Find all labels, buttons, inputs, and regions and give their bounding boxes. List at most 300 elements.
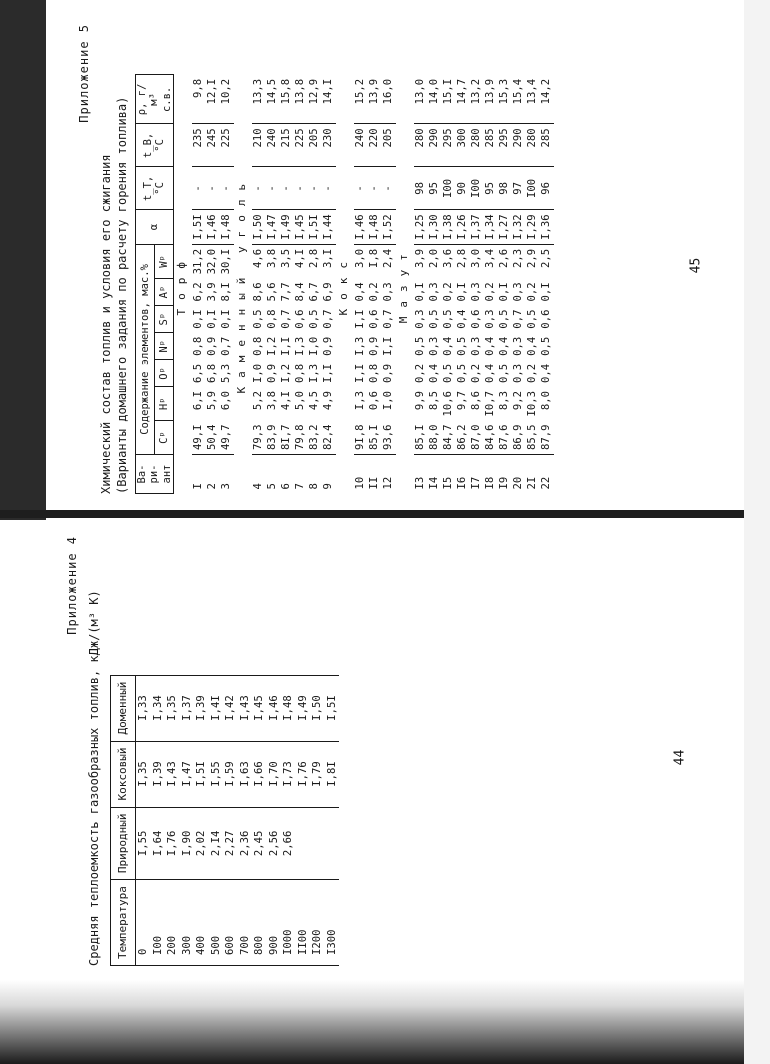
table-cell: 600 — [223, 880, 238, 966]
table-cell: 12,I — [206, 75, 220, 124]
table-cell: 0,6 — [368, 309, 381, 329]
table-row — [484, 75, 498, 494]
table-cell: I,50 — [252, 210, 266, 245]
table-cell: 8,I — [220, 282, 233, 302]
table-cell: 95 — [484, 167, 498, 210]
fuel-composition-table — [135, 74, 553, 494]
table-row — [151, 675, 166, 965]
table-cell: I,45 — [252, 675, 267, 741]
table-cell: I0,7 — [484, 390, 497, 417]
col-header-coke: Коксовый — [110, 741, 136, 807]
table-cell — [310, 807, 325, 880]
table-cell: I,52 — [382, 210, 396, 245]
table-cell: 0,I — [498, 282, 511, 302]
table-cell: 280 — [526, 124, 540, 167]
table-cell: 22 — [540, 476, 553, 490]
table-cell: 0,2 — [470, 363, 483, 383]
table-cell: I,55 — [136, 807, 151, 880]
table-cell: 2,27 — [223, 807, 238, 880]
table-cell: I,8 — [368, 248, 381, 269]
table-cell: 9I,8 — [354, 420, 368, 454]
table-cell: 225 — [220, 124, 234, 167]
table-cell: 0,2 — [526, 363, 539, 383]
table-cell: I,63 — [238, 741, 253, 807]
table-cell: 3,9 — [414, 248, 427, 269]
table-cell: I,76 — [165, 807, 180, 880]
table-cell: 0,8 — [368, 363, 381, 383]
table-cell: 14,5 — [266, 75, 280, 124]
table-row — [526, 75, 540, 494]
table-cell: 3,8 — [266, 390, 279, 411]
table-row — [192, 75, 206, 494]
table-cell: I,8I — [325, 741, 340, 807]
table-cell: I00 — [442, 167, 456, 210]
table-cell: - — [322, 167, 336, 210]
appendix-4-title: Средняя теплоемкость газообразных топлив, кДж/(м³ К) — [86, 590, 101, 966]
table-cell: 5,2 — [252, 390, 265, 411]
table-cell: 3 — [220, 483, 233, 490]
table-cell: 0,5 — [540, 336, 553, 356]
col-header-h: Hᵖ — [154, 387, 173, 421]
table-cell: 0,3 — [470, 336, 483, 356]
table-cell: I,2 — [280, 363, 293, 383]
table-cell: 87,0 — [470, 420, 484, 454]
table-cell: 0,3 — [382, 282, 395, 302]
table-cell: 290 — [428, 124, 442, 167]
table-cell: 0,4 — [540, 363, 553, 383]
table-cell: 5 — [266, 483, 279, 490]
col-header-t-air: t_B, °C — [136, 124, 173, 167]
appendix-5-label: Приложение 5 — [77, 24, 91, 123]
table-cell: 8,0 — [540, 390, 553, 411]
table-cell: I200 — [310, 880, 325, 966]
table-cell: 240 — [266, 124, 280, 167]
table-cell: - — [308, 167, 322, 210]
table-cell: 0,5 — [498, 309, 511, 329]
table-cell: 32,0 — [206, 248, 219, 275]
table-cell: 0,3 — [484, 309, 497, 329]
table-cell: 0,8 — [266, 309, 279, 329]
table-cell: I7 — [470, 476, 483, 490]
table-cell: I,46 — [267, 675, 282, 741]
table-cell: I,38 — [442, 210, 456, 245]
table-cell: 8,4 — [294, 282, 307, 302]
table-cell: I,5I — [194, 741, 209, 807]
table-cell: 0,3 — [512, 336, 525, 356]
table-cell: 15,4 — [512, 75, 526, 124]
table-cell: 13,3 — [252, 75, 266, 124]
table-cell: 6,2 — [192, 282, 205, 302]
table-cell: 280 — [414, 124, 428, 167]
table-cell: 6 — [280, 483, 293, 490]
table-cell: 230 — [322, 124, 336, 167]
table-cell: 0,5 — [456, 363, 469, 383]
table-cell: II00 — [296, 880, 311, 966]
table-cell: 4 — [252, 483, 265, 490]
table-cell: 88,0 — [428, 420, 442, 454]
table-cell: 300 — [456, 124, 470, 167]
col-header-density: ρ, г/м³ с.в. — [136, 75, 173, 124]
table-cell: 2,36 — [238, 807, 253, 880]
table-cell: 5,6 — [266, 282, 279, 302]
table-cell: - — [368, 167, 382, 210]
table-cell: 0,8 — [192, 336, 205, 356]
table-cell: 0,5 — [498, 363, 511, 383]
table-cell: I,34 — [151, 675, 166, 741]
table-cell: 85,I — [368, 420, 382, 454]
table-cell: - — [206, 167, 220, 210]
table-cell: 0,3 — [414, 309, 427, 329]
table-cell: 900 — [267, 880, 282, 966]
table-cell: 15,3 — [498, 75, 512, 124]
table-cell: 0,4 — [428, 363, 441, 383]
table-cell: I,49 — [296, 675, 311, 741]
fuel-group-label: Торф — [175, 252, 189, 316]
table-cell: 49,7 — [220, 420, 234, 454]
table-cell: I,49 — [280, 210, 294, 245]
table-row — [267, 675, 282, 965]
table-cell: I6 — [456, 476, 469, 490]
table-cell: I,76 — [296, 741, 311, 807]
table-row — [209, 675, 224, 965]
table-cell: 0,6 — [368, 390, 381, 411]
table-cell: 0,2 — [484, 282, 497, 302]
table-cell: I,I — [322, 363, 335, 383]
table-cell: 16,0 — [382, 75, 396, 124]
table-cell: I00 — [151, 880, 166, 966]
table-cell: 6,5 — [192, 363, 205, 383]
table-cell: 15,2 — [354, 75, 368, 124]
table-cell: I,32 — [512, 210, 526, 245]
scan-page-fold-line — [0, 510, 770, 518]
table-cell: 0,6 — [470, 309, 483, 329]
table-cell: 0,8 — [294, 363, 307, 383]
table-cell: 2,02 — [194, 807, 209, 880]
table-cell: I,I — [354, 309, 367, 329]
table-cell: - — [354, 167, 368, 210]
table-row — [382, 75, 396, 494]
table-cell: 0,6 — [540, 309, 553, 329]
table-cell: I,47 — [180, 741, 195, 807]
table-cell: 7 — [294, 483, 307, 490]
table-row — [354, 75, 368, 494]
table-cell: I,3 — [294, 336, 307, 356]
table-cell: 9,8 — [192, 75, 206, 124]
table-cell: 84,6 — [484, 420, 498, 454]
table-cell: I,3 — [354, 336, 367, 356]
table-cell: 8,6 — [252, 282, 265, 302]
table-cell: 49,I — [192, 420, 206, 454]
table-cell: 4,I — [294, 248, 307, 269]
table-cell: 5,0 — [294, 390, 307, 411]
table-cell: I,I — [382, 336, 395, 356]
table-cell: 2,4 — [382, 248, 395, 269]
table-cell: I,39 — [151, 741, 166, 807]
table-cell: 8,6 — [470, 390, 483, 411]
table-cell: I,I — [354, 363, 367, 383]
table-row — [308, 75, 322, 494]
table-cell: 9,2 — [512, 390, 525, 411]
table-cell: I,66 — [252, 741, 267, 807]
table-cell: I,45 — [294, 210, 308, 245]
table-cell: I,36 — [540, 210, 554, 245]
table-cell: 2,8 — [456, 248, 469, 269]
table-cell: I,3 — [354, 390, 367, 411]
table-row — [294, 75, 308, 494]
table-cell: I,59 — [223, 741, 238, 807]
table-cell: I,2 — [266, 336, 279, 356]
table-cell: 93,6 — [382, 420, 396, 454]
table-cell: 0,4 — [498, 336, 511, 356]
table-cell: 83,9 — [266, 420, 280, 454]
col-header-natural: Природный — [110, 807, 136, 880]
table-cell: 2,5 — [540, 248, 553, 269]
table-row — [252, 675, 267, 965]
table-cell: 6,I — [192, 390, 205, 411]
table-cell: 2,8 — [308, 248, 321, 269]
appendix-4-label: Приложение 4 — [65, 536, 79, 635]
table-cell: 2,45 — [252, 807, 267, 880]
table-cell: I3 — [414, 476, 427, 490]
appendix-5-subtitle: (Варианты домашнего задания по расчету горения топлива) — [114, 96, 129, 494]
table-cell: 0,3 — [512, 282, 525, 302]
table-cell: 0,5 — [526, 309, 539, 329]
group-row — [336, 75, 354, 494]
table-row — [368, 75, 382, 494]
table-row — [296, 675, 311, 965]
table-cell: 9 — [322, 483, 335, 490]
table-cell: 0,I — [456, 282, 469, 302]
table-row — [238, 675, 253, 965]
table-cell: 300 — [180, 880, 195, 966]
table-cell: 14,0 — [428, 75, 442, 124]
table-cell: 84,7 — [442, 420, 456, 454]
table-cell: 700 — [238, 880, 253, 966]
table-cell: 0,I — [206, 309, 219, 329]
table-cell: 0,3 — [512, 363, 525, 383]
table-cell: 8 — [308, 483, 321, 490]
table-cell: - — [382, 167, 396, 210]
table-cell: 0,7 — [382, 309, 395, 329]
table-cell: - — [280, 167, 294, 210]
heat-capacity-table — [110, 675, 340, 966]
group-row — [173, 75, 192, 494]
table-cell: I,37 — [180, 675, 195, 741]
col-header-w: Wᵖ — [154, 244, 173, 278]
table-cell: 13,4 — [526, 75, 540, 124]
table-cell: I,50 — [310, 675, 325, 741]
table-cell: 6,0 — [220, 390, 233, 411]
fuel-composition-body — [173, 75, 554, 494]
table-cell: 2,9 — [526, 248, 539, 269]
table-cell: 2,0 — [428, 248, 441, 269]
table-row — [414, 75, 428, 494]
table-cell: 225 — [294, 124, 308, 167]
table-cell: 500 — [209, 880, 224, 966]
table-cell: 0,7 — [512, 309, 525, 329]
table-cell: I,35 — [165, 675, 180, 741]
table-cell: 13,9 — [368, 75, 382, 124]
table-row — [470, 75, 484, 494]
table-row — [428, 75, 442, 494]
table-cell: 4,5 — [308, 390, 321, 411]
table-cell: I,39 — [194, 675, 209, 741]
table-cell: 0,9 — [382, 363, 395, 383]
table-cell: I,26 — [456, 210, 470, 245]
table-cell: I8 — [484, 476, 497, 490]
table-cell: I,43 — [238, 675, 253, 741]
table-cell: 95 — [428, 167, 442, 210]
table-cell: I,33 — [136, 675, 151, 741]
table-cell: 220 — [368, 124, 382, 167]
table-cell: I,0 — [252, 363, 265, 383]
table-cell: 0,4 — [442, 336, 455, 356]
table-cell: 0,4 — [456, 309, 469, 329]
table-cell: 400 — [194, 880, 209, 966]
table-cell: I,55 — [209, 741, 224, 807]
table-cell: I,34 — [484, 210, 498, 245]
table-cell: 0,6 — [294, 309, 307, 329]
table-cell: 205 — [308, 124, 322, 167]
col-header-variant: Ва-ри-ант — [136, 455, 173, 494]
table-header-row — [136, 75, 155, 494]
col-header-n: Nᵖ — [154, 333, 173, 360]
table-cell: 85,I — [414, 420, 428, 454]
col-header-composition: Содержание элементов, мас.% — [136, 244, 155, 454]
table-cell: 2,3 — [512, 248, 525, 269]
table-cell: 280 — [470, 124, 484, 167]
table-cell: I,90 — [180, 807, 195, 880]
table-cell: I,48 — [220, 210, 234, 245]
table-cell: 79,8 — [294, 420, 308, 454]
table-cell: 0,2 — [414, 363, 427, 383]
table-cell: 295 — [442, 124, 456, 167]
table-cell: 0,2 — [442, 282, 455, 302]
table-cell: 50,4 — [206, 420, 220, 454]
table-row — [498, 75, 512, 494]
table-cell: 800 — [252, 880, 267, 966]
table-row — [456, 75, 470, 494]
table-cell: 13,2 — [470, 75, 484, 124]
table-cell: 96 — [540, 167, 554, 210]
table-cell: 6,9 — [322, 282, 335, 302]
table-cell: 2,66 — [281, 807, 296, 880]
table-cell: 0,5 — [428, 309, 441, 329]
table-cell: 285 — [484, 124, 498, 167]
group-row — [396, 75, 414, 494]
table-cell: I,70 — [267, 741, 282, 807]
table-cell: 10,2 — [220, 75, 234, 124]
table-cell: 3,8 — [266, 248, 279, 269]
table-cell: 3,9 — [206, 282, 219, 302]
table-cell: - — [220, 167, 234, 210]
table-cell: I,3 — [308, 363, 321, 383]
table-row — [281, 675, 296, 965]
col-header-a: Aᵖ — [154, 278, 173, 305]
table-cell: I,35 — [136, 741, 151, 807]
table-row — [442, 75, 456, 494]
table-cell: 0,9 — [206, 336, 219, 356]
table-cell: 0,5 — [414, 336, 427, 356]
col-header-c: Cᵖ — [154, 420, 173, 454]
table-cell: I,30 — [428, 210, 442, 245]
table-cell: 0,7 — [220, 336, 233, 356]
table-cell: I0,3 — [526, 390, 539, 417]
table-cell: 3,4 — [484, 248, 497, 269]
table-cell: 8I,7 — [280, 420, 294, 454]
table-row — [512, 75, 526, 494]
table-cell: I,46 — [354, 210, 368, 245]
table-cell: 0,2 — [526, 282, 539, 302]
col-header-blast: Доменный — [110, 675, 136, 741]
col-header-alpha: α — [136, 210, 173, 245]
table-cell: 0,9 — [322, 336, 335, 356]
table-cell: 12 — [382, 476, 395, 490]
table-cell: 0,7 — [280, 309, 293, 329]
table-row — [310, 675, 325, 965]
table-cell: 215 — [280, 124, 294, 167]
table-cell: 0,4 — [354, 282, 367, 302]
table-cell: I,I — [280, 336, 293, 356]
table-cell: 0,I — [192, 309, 205, 329]
table-row — [223, 675, 238, 965]
table-cell: I — [192, 483, 205, 490]
col-header-s: Sᵖ — [154, 306, 173, 333]
table-cell: 0,I — [220, 309, 233, 329]
table-cell: I4 — [428, 476, 441, 490]
col-header-t-fuel: t_T, °C — [136, 167, 173, 210]
table-cell: I00 — [526, 167, 540, 210]
table-cell: 20 — [512, 476, 525, 490]
table-cell: 235 — [192, 124, 206, 167]
table-cell — [325, 807, 340, 880]
table-cell: I,73 — [281, 741, 296, 807]
table-cell: 0,3 — [428, 282, 441, 302]
table-cell: - — [252, 167, 266, 210]
table-cell: 90 — [456, 167, 470, 210]
table-cell: 4,9 — [322, 390, 335, 411]
table-cell: 205 — [382, 124, 396, 167]
table-cell: 0,5 — [442, 309, 455, 329]
table-cell: 245 — [206, 124, 220, 167]
table-cell: 0,7 — [322, 309, 335, 329]
table-cell: II — [368, 476, 381, 490]
table-cell: 9,9 — [414, 390, 427, 411]
table-cell: 0,4 — [484, 336, 497, 356]
table-cell: 285 — [540, 124, 554, 167]
table-cell: 2,6 — [498, 248, 511, 269]
table-cell: - — [294, 167, 308, 210]
table-cell: I9 — [498, 476, 511, 490]
table-cell: 0,8 — [252, 336, 265, 356]
table-cell: 12,9 — [308, 75, 322, 124]
table-cell: 3,I — [322, 248, 335, 269]
table-cell: 7,7 — [280, 282, 293, 302]
table-cell: I,48 — [368, 210, 382, 245]
table-cell: I,5I — [192, 210, 206, 245]
table-cell: I,0 — [382, 390, 395, 411]
table-cell: 3,6 — [442, 248, 455, 269]
table-header-row — [110, 675, 136, 965]
table-cell: I,43 — [165, 741, 180, 807]
table-cell: I,64 — [151, 807, 166, 880]
table-cell: 30,I — [220, 248, 233, 275]
fuel-group-label: Мазут — [397, 245, 411, 324]
table-cell: 0,I — [540, 282, 553, 302]
table-cell: 4,I — [280, 390, 293, 411]
table-row — [220, 75, 234, 494]
table-cell: 3,0 — [354, 248, 367, 269]
